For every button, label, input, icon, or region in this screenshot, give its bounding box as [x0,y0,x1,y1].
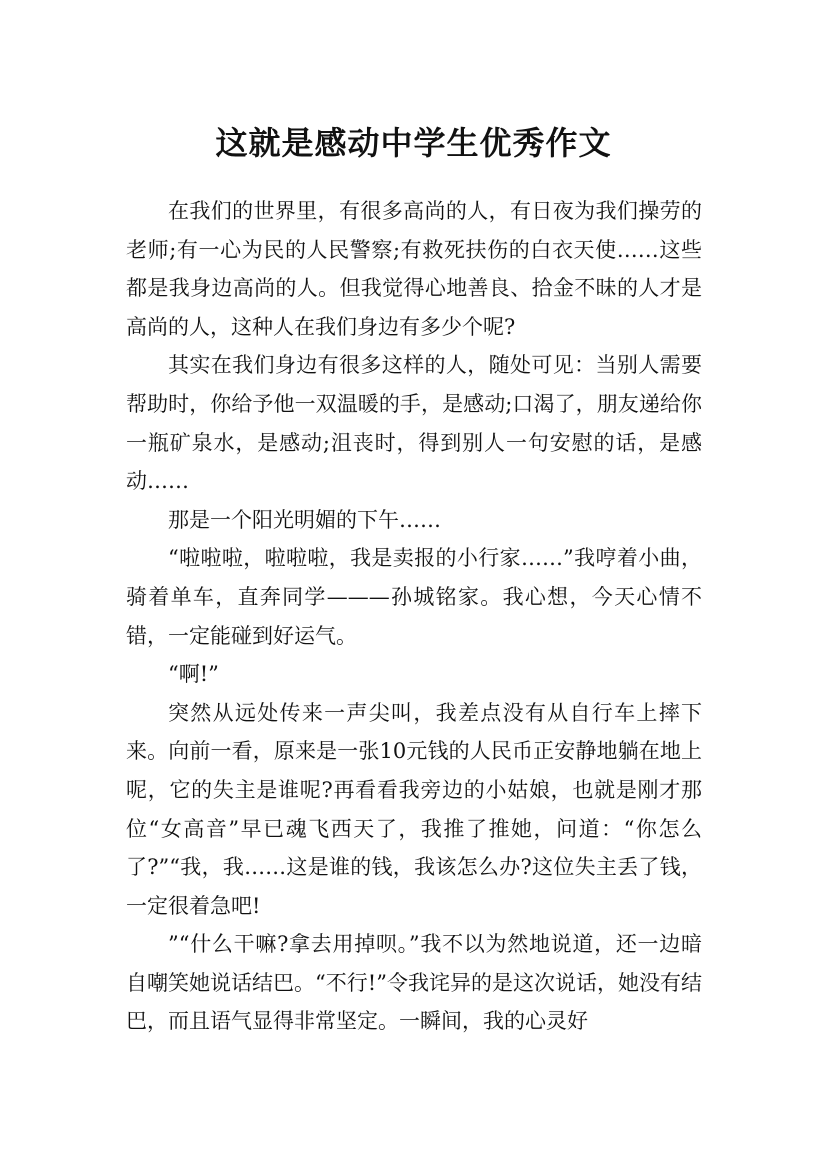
document-title: 这就是感动中学生优秀作文 [215,124,612,163]
paragraph: “啊!” [168,662,219,687]
paragraph: 在我们的世界里，有很多高尚的人，有日夜为我们操劳的老师;有一心为民的人民警察;有救死扶伤的白衣天使……这些都是我身边高尚的人。但我觉得心地善良、拾金不昧的人才是高尚的人，这种人在我们身边有多少个呢? [126,199,702,339]
paragraph: 那是一个阳光明媚的下午…… [168,507,441,532]
paragraph: 突然从远处传来一声尖叫，我差点没有从自行车上摔下来。向前一看，原来是一张10元钱的人民币正安静地躺在地上呢，它的失主是谁呢?再看看我旁边的小姑娘，也就是刚才那位“女高音”早已魂飞西天了，我推了推她，问道：“你怎么了?”“我，我……这是谁的钱，我该怎么办?这位失主丢了钱，一定很着急吧! [126,700,702,918]
paragraph: “啦啦啦，啦啦啦，我是卖报的小行家……”我哼着小曲，骑着单车，直奔同学———孙城铭家。我心想，今天心情不错，一定能碰到好运气。 [126,546,702,648]
document-body [126,192,702,1041]
paragraph: 其实在我们身边有很多这样的人，随处可见：当别人需要帮助时，你给予他一双温暖的手，是感动;口渴了，朋友递给你一瓶矿泉水，是感动;沮丧时，得到别人一句安慰的话，是感动…… [126,353,702,494]
paragraph: ”“什么干嘛?拿去用掉呗。”我不以为然地说道，还一边暗自嘲笑她说话结巴。“不行!”令我诧异的是这次说话，她没有结巴，而且语气显得非常坚定。一瞬间，我的心灵好 [126,932,702,1034]
